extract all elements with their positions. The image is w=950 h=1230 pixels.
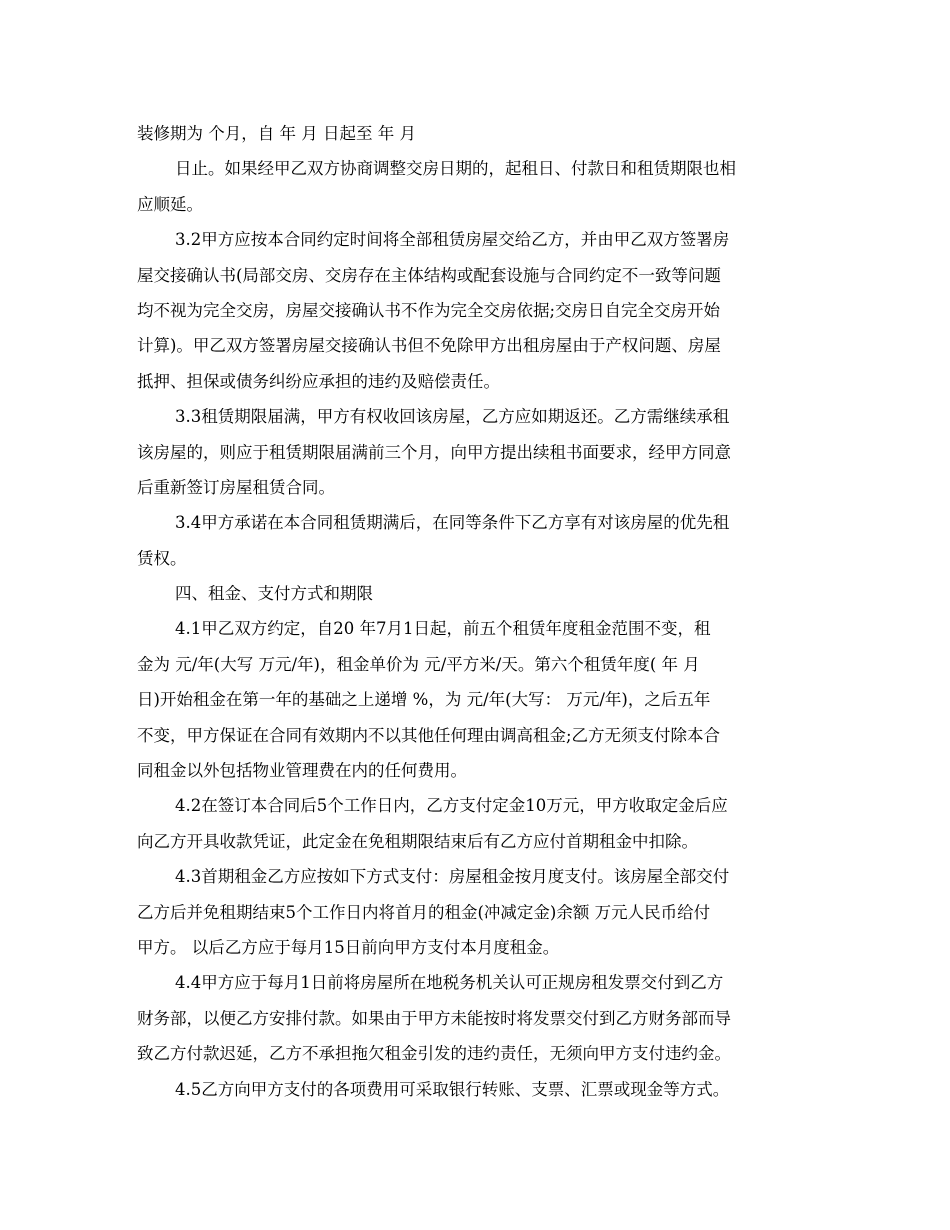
text-line: 甲方。 以后乙方应于每月15日前向甲方支付本月度租金。 <box>137 937 560 957</box>
text-line: 乙方后并免租期结束5个工作日内将首月的租金(冲减定金)余额 万元人民币给付 <box>137 902 711 922</box>
text-line: 计算)。甲乙双方签署房屋交接确认书但不免除甲方出租房屋由于产权问题、房屋 <box>137 336 721 356</box>
text-line: 金为 元/年(大写 万元/年)，租金单价为 元/平方米/天。第六个租赁年度( 年 月 <box>137 654 700 674</box>
text-line: 财务部，以便乙方安排付款。如果由于甲方未能按时将发票交付到乙方财务部而导 <box>137 1008 731 1028</box>
section-heading: 四、租金、支付方式和期限 <box>175 584 373 604</box>
text-line: 该房屋的，则应于租赁期限届满前三个月，向甲方提出续租书面要求，经甲方同意 <box>137 442 731 462</box>
text-line: 4.4甲方应于每月1日前将房屋所在地税务机关认可正规房租发票交付到乙方 <box>175 973 724 993</box>
text-line: 4.3首期租金乙方应按如下方式支付：房屋租金按月度支付。该房屋全部交付 <box>175 867 730 887</box>
text-line: 3.3租赁期限届满，甲方有权收回该房屋，乙方应如期返还。乙方需继续承租 <box>175 407 730 427</box>
text-line: 日止。如果经甲乙双方协商调整交房日期的，起租日、付款日和租赁期限也相 <box>175 159 736 179</box>
text-line: 4.2在签订本合同后5个工作日内，乙方支付定金10万元，甲方收取定金后应 <box>175 796 728 816</box>
text-line: 后重新签订房屋租赁合同。 <box>137 477 335 497</box>
document-body <box>137 116 817 1107</box>
text-line: 赁权。 <box>137 548 187 568</box>
text-line: 应顺延。 <box>137 194 203 214</box>
text-line: 抵押、担保或债务纠纷应承担的违约及赔偿责任。 <box>137 371 500 391</box>
text-line: 同租金以外包括物业管理费在内的任何费用。 <box>137 761 467 781</box>
text-line: 日)开始租金在第一年的基础之上递增 %，为 元/年(大写： 万元/年)，之后五年 <box>137 690 711 710</box>
text-line: 屋交接确认书(局部交房、交房存在主体结构或配套设施与合同约定不一致等问题 <box>137 265 721 285</box>
text-line: 3.4甲方承诺在本合同租赁期满后，在同等条件下乙方享有对该房屋的优先租 <box>175 513 730 533</box>
text-line: 3.2甲方应按本合同约定时间将全部租赁房屋交给乙方，并由甲乙双方签署房 <box>175 230 730 250</box>
text-line: 向乙方开具收款凭证，此定金在免租期限结束后有乙方应付首期租金中扣除。 <box>137 831 698 851</box>
text-line: 致乙方付款迟延，乙方不承担拖欠租金引发的违约责任，无须向甲方支付违约金。 <box>137 1044 731 1064</box>
text-line: 4.1甲乙双方约定，自20 年7月1日起，前五个租赁年度租金范围不变，租 <box>175 619 711 639</box>
text-line: 装修期为 个月，自 年 月 日起至 年 月 <box>137 124 416 143</box>
text-line: 均不视为完全交房，房屋交接确认书不作为完全交房依据;交房日自完全交房开始 <box>137 300 721 320</box>
text-line: 不变，甲方保证在合同有效期内不以其他任何理由调高租金;乙方无须支付除本合 <box>137 725 721 745</box>
text-line: 4.5乙方向甲方支付的各项费用可采取银行转账、支票、汇票或现金等方式。 <box>175 1079 730 1099</box>
